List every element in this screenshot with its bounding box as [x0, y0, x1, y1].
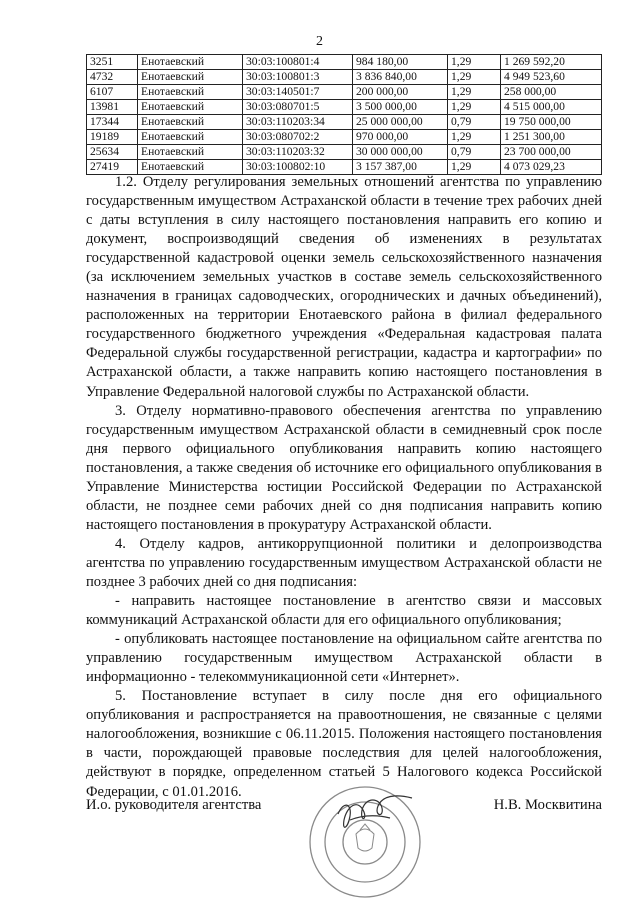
- cell-record-number: 6107: [87, 85, 138, 100]
- cell-new-value: 23 700 000,00: [501, 145, 602, 160]
- cell-new-value: 258 000,00: [501, 85, 602, 100]
- cell-record-number: 4732: [87, 70, 138, 85]
- seal-emblem-icon: [356, 824, 374, 851]
- cell-coefficient: 1,29: [448, 70, 501, 85]
- cell-old-value: 25 000 000,00: [353, 115, 448, 130]
- cell-cadastral-number: 30:03:080702:2: [243, 130, 353, 145]
- cell-cadastral-number: 30:03:140501:7: [243, 85, 353, 100]
- cell-new-value: 19 750 000,00: [501, 115, 602, 130]
- cell-district: Енотаевский: [138, 130, 243, 145]
- cell-new-value: 4 515 000,00: [501, 100, 602, 115]
- cell-record-number: 25634: [87, 145, 138, 160]
- cell-district: Енотаевский: [138, 70, 243, 85]
- cell-cadastral-number: 30:03:100801:3: [243, 70, 353, 85]
- document-body: [86, 173, 602, 802]
- cell-old-value: 3 500 000,00: [353, 100, 448, 115]
- cell-district: Енотаевский: [138, 160, 243, 175]
- paragraph-4-item-1: - направить настоящее постановление в агентство связи и массовых коммуникаций Астраханской области для его официального опубликования;: [86, 593, 602, 629]
- cell-old-value: 200 000,00: [353, 85, 448, 100]
- official-seal-icon: [290, 770, 440, 900]
- table-row: [87, 130, 602, 145]
- cell-district: Енотаевский: [138, 145, 243, 160]
- page-number: 2: [316, 34, 323, 49]
- cell-coefficient: 1,29: [448, 160, 501, 175]
- cell-cadastral-number: 30:03:100801:4: [243, 55, 353, 70]
- cell-cadastral-number: 30:03:100802:10: [243, 160, 353, 175]
- table-row: [87, 55, 602, 70]
- cell-cadastral-number: 30:03:110203:34: [243, 115, 353, 130]
- land-valuation-table: [86, 54, 602, 175]
- cell-district: Енотаевский: [138, 55, 243, 70]
- table-row: [87, 145, 602, 160]
- cell-new-value: 4 949 523,60: [501, 70, 602, 85]
- cell-old-value: 3 157 387,00: [353, 160, 448, 175]
- cell-old-value: 970 000,00: [353, 130, 448, 145]
- cell-new-value: 1 269 592,20: [501, 55, 602, 70]
- cell-old-value: 3 836 840,00: [353, 70, 448, 85]
- cell-old-value: 30 000 000,00: [353, 145, 448, 160]
- cell-record-number: 19189: [87, 130, 138, 145]
- cell-new-value: 1 251 300,00: [501, 130, 602, 145]
- cell-coefficient: 0,79: [448, 145, 501, 160]
- cell-record-number: 13981: [87, 100, 138, 115]
- cell-cadastral-number: 30:03:110203:32: [243, 145, 353, 160]
- paragraph-4-item-2: - опубликовать настоящее постановление на официальном сайте агентства по управлению государственным имуществом Астраханской области в информационно - телекоммуникационной сети «Интернет».: [86, 631, 602, 686]
- cell-record-number: 27419: [87, 160, 138, 175]
- cell-coefficient: 1,29: [448, 55, 501, 70]
- cell-district: Енотаевский: [138, 100, 243, 115]
- table-row: [87, 70, 602, 85]
- cell-cadastral-number: 30:03:080701:5: [243, 100, 353, 115]
- signer-position: И.о. руководителя агентства: [86, 797, 262, 813]
- paragraph-4: 4. Отделу кадров, антикоррупционной политики и делопроизводства агентства по управлению государственным имуществом Астраханской области не позднее 3 рабочих дней со дня подписания:: [86, 535, 602, 590]
- paragraph-1-2: 1.2. Отделу регулирования земельных отношений агентства по управлению государственным имуществом Астраханской области в течение трех рабочих дней с даты вступления в силу настоящего постановления направить его копию и документ, воспроизводящий сведения об изменениях в результатах государственной кадастровой оценки земель сельскохозяйственного назначения (за исключением земельных участков в составе земель сельскохозяйственного назначения в границах садоводческих, огороднических и дачных объединений), расположенных на территории Енотаевского района в филиал федерального государственного бюджетного учреждения «Федеральная кадастровая палата Федеральной службы государственной регистрации, кадастра и картографии» по Астраханской области, а также направить копию настоящего постановления в Управление Федеральной налоговой службы по Астраханской области.: [86, 174, 602, 400]
- cell-coefficient: 1,29: [448, 85, 501, 100]
- paragraph-3: 3. Отделу нормативно-правового обеспечения агентства по управлению государственным имуществом Астраханской области в семидневный срок после дня первого официального опубликования направить копию настоящего постановления, а также сведения об источнике его официального опубликования в Управление Министерства юстиции Российской Федерации по Астраханской области, не позднее семи рабочих дней со дня подписания направить копию настоящего постановления в прокуратуру Астраханской области.: [86, 402, 602, 533]
- table-row: [87, 85, 602, 100]
- cell-record-number: 17344: [87, 115, 138, 130]
- cell-new-value: 4 073 029,23: [501, 160, 602, 175]
- cell-coefficient: 1,29: [448, 100, 501, 115]
- cell-coefficient: 1,29: [448, 130, 501, 145]
- table-row: [87, 115, 602, 130]
- signer-name: Н.В. Москвитина: [493, 797, 602, 813]
- cell-district: Енотаевский: [138, 85, 243, 100]
- cell-coefficient: 0,79: [448, 115, 501, 130]
- cell-old-value: 984 180,00: [353, 55, 448, 70]
- cell-record-number: 3251: [87, 55, 138, 70]
- table-row: [87, 100, 602, 115]
- cell-district: Енотаевский: [138, 115, 243, 130]
- paragraph-5: 5. Постановление вступает в силу после дня его официального опубликования и распространяется на правоотношения, не связанные с целями налогообложения, возникшие с 06.11.2015. Положения настоящего постановления в части, порождающей правовые последствия для целей налогообложения, действуют в порядке, определенном статьей 5 Налогового кодекса Российской Федерации, с 01.01.2016.: [86, 688, 602, 800]
